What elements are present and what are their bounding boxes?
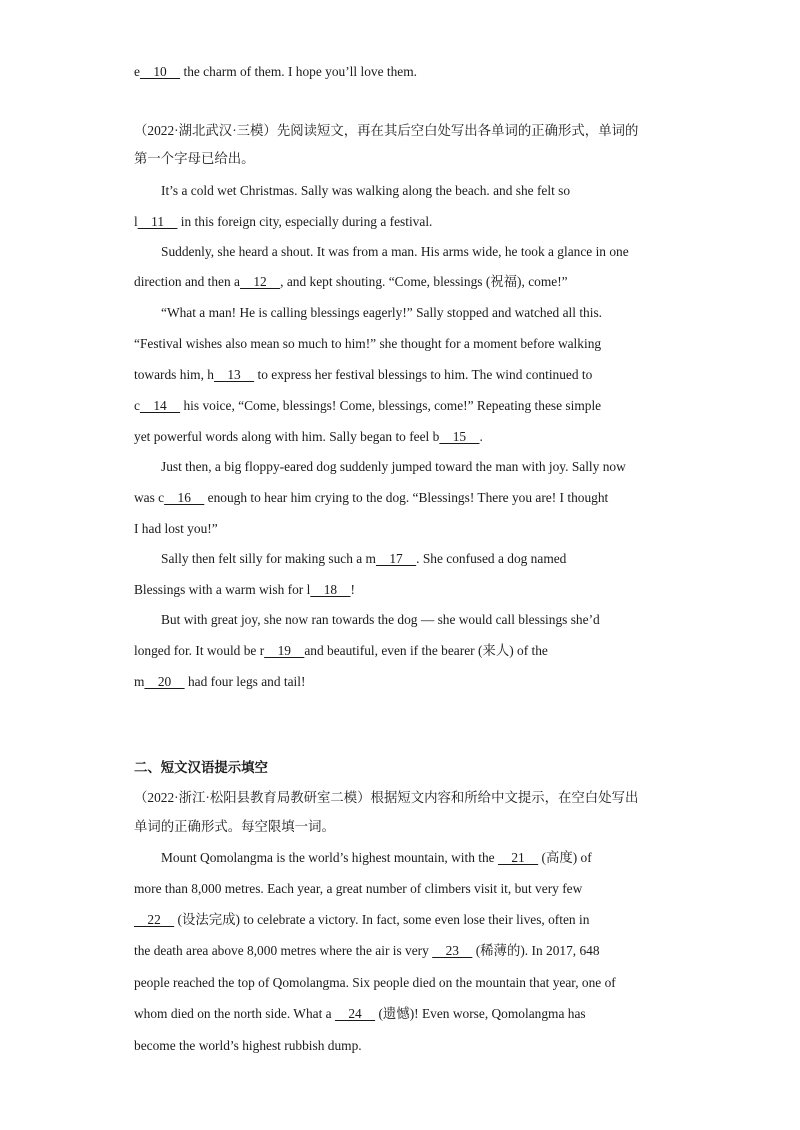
passage-line: whom died on the north side. What a 24 (遗憾)! Even worse, Qomolangma has bbox=[134, 1006, 586, 1021]
passage-line: Suddenly, she heard a shout. It was from a man. His arms wide, he took a glance in one bbox=[161, 244, 629, 259]
answer-blank-16[interactable]: 16 bbox=[164, 490, 205, 505]
passage-line: e 10 the charm of them. I hope you’ll love them. bbox=[134, 64, 417, 79]
answer-blank-23[interactable]: 23 bbox=[432, 943, 473, 958]
passage-line: was c 16 enough to hear him crying to the dog. “Blessings! There you are! I thought bbox=[134, 490, 609, 505]
answer-blank-24[interactable]: 24 bbox=[334, 1006, 376, 1021]
passage-line: Mount Qomolangma is the world’s highest mountain, with the 21 (高度) of bbox=[161, 850, 592, 865]
answer-blank-22[interactable]: 22 bbox=[134, 912, 175, 927]
answer-blank-12[interactable]: 12 bbox=[239, 274, 281, 289]
passage-line: direction and then a 12 , and kept shouting. “Come, blessings (祝福), come!” bbox=[134, 274, 568, 289]
passage-line: the death area above 8,000 metres where the air is very 23 (稀薄的). In 2017, 648 bbox=[134, 943, 600, 958]
passage-line: I had lost you!” bbox=[134, 521, 218, 536]
passage-line: But with great joy, she now ran towards the dog — she would call blessings she’d bbox=[161, 612, 600, 627]
answer-blank-20[interactable]: 20 bbox=[144, 674, 185, 689]
passage-line: more than 8,000 metres. Each year, a great number of climbers visit it, but very few bbox=[134, 881, 583, 896]
passage-line: people reached the top of Qomolangma. Six people died on the mountain that year, one of bbox=[134, 975, 616, 990]
passage-line: become the world’s highest rubbish dump. bbox=[134, 1038, 362, 1053]
answer-blank-14[interactable]: 14 bbox=[139, 398, 181, 413]
instruction-text: （2022·浙江·松阳县教育局教研室二模）根据短文内容和所给中文提示，在空白处写出 bbox=[134, 790, 639, 805]
instruction-text: 单词的正确形式。每空限填一词。 bbox=[134, 819, 335, 834]
passage-line: yet powerful words along with him. Sally began to feel b 15 . bbox=[134, 429, 483, 444]
answer-blank-19[interactable]: 19 bbox=[264, 643, 305, 658]
answer-blank-13[interactable]: 13 bbox=[213, 367, 255, 382]
answer-blank-15[interactable]: 15 bbox=[439, 429, 480, 444]
passage-line: Blessings with a warm wish for l 18 ! bbox=[134, 582, 355, 597]
passage-line: 22 (设法完成) to celebrate a victory. In fact, some even lose their lives, often in bbox=[134, 912, 590, 927]
answer-blank-10[interactable]: 10 bbox=[139, 64, 181, 79]
passage-line: l 11 in this foreign city, especially during a festival. bbox=[134, 214, 433, 229]
section-heading: 二、短文汉语提示填空 bbox=[134, 761, 268, 776]
passage-line: longed for. It would be r 19 and beautiful, even if the bearer (来人) of the bbox=[134, 643, 548, 658]
passage-line: It’s a cold wet Christmas. Sally was walking along the beach. and she felt so bbox=[161, 183, 571, 198]
passage-line: “What a man! He is calling blessings eagerly!” Sally stopped and watched all this. bbox=[161, 305, 603, 320]
answer-blank-11[interactable]: 11 bbox=[137, 214, 178, 229]
passage-line: Just then, a big floppy-eared dog suddenly jumped toward the man with joy. Sally now bbox=[161, 459, 626, 474]
passage-line: towards him, h 13 to express her festival blessings to him. The wind continued to bbox=[134, 367, 593, 382]
passage-line: Sally then felt silly for making such a m 17 . She confused a dog named bbox=[161, 551, 567, 566]
passage-line: “Festival wishes also mean so much to him!” she thought for a moment before walking bbox=[134, 336, 602, 351]
instruction-text: （2022·湖北武汉·三模）先阅读短文，再在其后空白处写出各单词的正确形式，单词的 bbox=[134, 123, 639, 138]
passage-line: m 20 had four legs and tail! bbox=[134, 674, 306, 689]
passage-line: c 14 his voice, “Come, blessings! Come, blessings, come!” Repeating these simple bbox=[134, 398, 602, 413]
answer-blank-17[interactable]: 17 bbox=[375, 551, 417, 566]
answer-blank-21[interactable]: 21 bbox=[497, 850, 539, 865]
instruction-text: 第一个字母已给出。 bbox=[134, 151, 255, 166]
answer-blank-18[interactable]: 18 bbox=[310, 582, 351, 597]
